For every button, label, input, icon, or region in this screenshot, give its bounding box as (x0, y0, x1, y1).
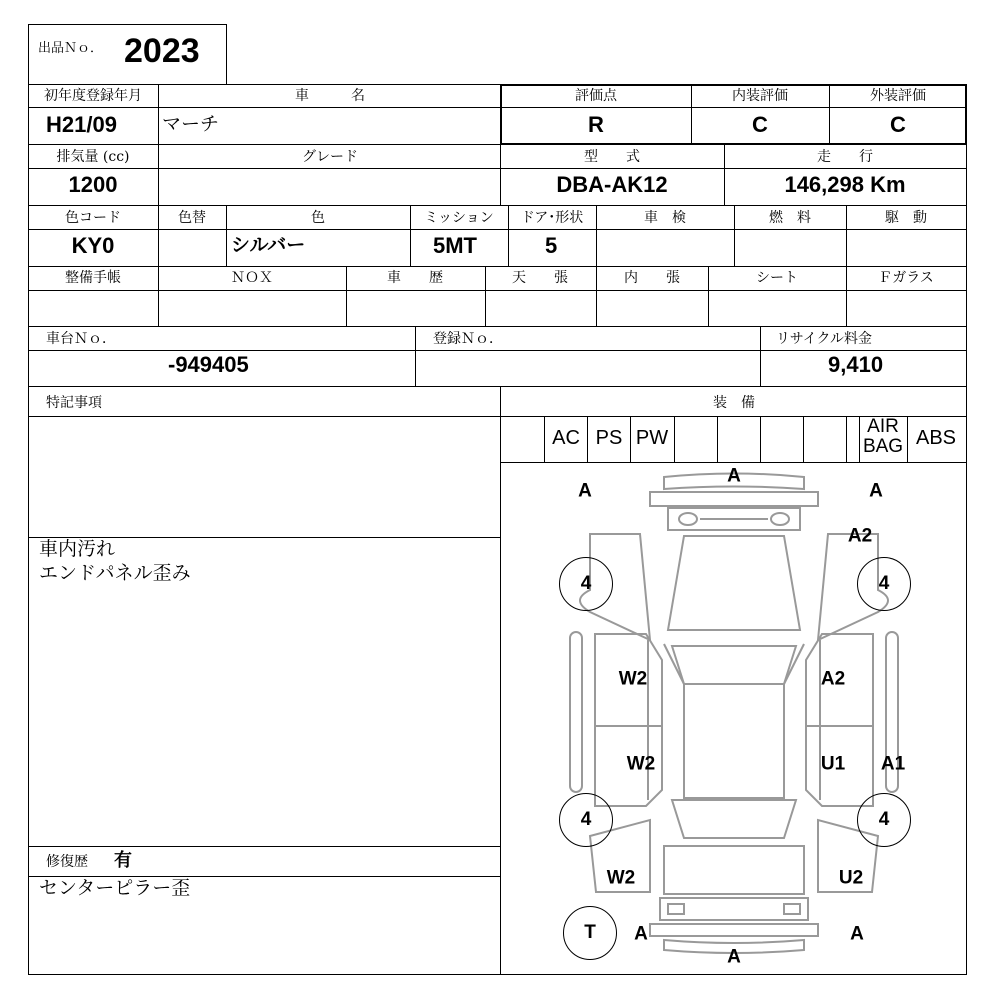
repair-value: 有 (114, 850, 132, 871)
color-label: 色 (311, 210, 325, 226)
chassis-value: -949405 (168, 352, 249, 377)
interior-trim-label: 内 張 (624, 270, 680, 286)
displacement-value: 1200 (68, 172, 118, 197)
rear-right-corner-mark: A (850, 923, 864, 945)
mission-label: ミッション (424, 210, 494, 226)
inspection-label: 車 検 (644, 210, 686, 226)
lot-label: 出品Ｎｏ． (38, 41, 104, 56)
score-label: 評価点 (575, 88, 617, 104)
lot-number: 2023 (124, 32, 200, 70)
color-code-label: 色コード (65, 210, 121, 226)
first-reg-label: 初年度登録年月 (44, 88, 142, 104)
glass-label: Ｆガラス (878, 270, 934, 286)
maintenance-label: 整備手帳 (65, 270, 121, 286)
right-rear-door-mark: U1 (820, 753, 846, 775)
color-value: シルバー (231, 234, 306, 256)
notes-label: 特記事項 (46, 395, 102, 411)
front-bumper-mark: A (727, 465, 741, 487)
grade-label: グレード (302, 149, 358, 165)
interior-value: C (752, 112, 768, 137)
headliner-label: 天 張 (512, 270, 568, 286)
right-sill-mark: A1 (880, 753, 906, 775)
rear-bumper-mark: A (727, 946, 741, 968)
car-damage-diagram (501, 463, 966, 974)
notes-line-2: エンドパネル歪み (39, 562, 191, 584)
left-rear-tire-mark: 4 (559, 793, 613, 847)
rear-left-corner-mark: A (634, 923, 648, 945)
model-value: DBA-AK12 (556, 172, 668, 197)
recycle-label: リサイクル料金 (776, 331, 873, 347)
first-reg-value: H21/09 (46, 112, 117, 137)
left-front-tire-mark: 4 (559, 557, 613, 611)
exterior-value: C (890, 112, 906, 137)
right-front-tire-mark: 4 (857, 557, 911, 611)
equip-ps: PS (595, 427, 623, 449)
equip-abs: ABS (915, 427, 957, 449)
color-code-value: KY0 (71, 233, 115, 258)
left-quarter-mark: W2 (606, 867, 636, 889)
front-left-corner-mark: A (578, 480, 592, 502)
fuel-label: 燃 料 (769, 210, 811, 226)
right-fender-mark: A2 (847, 525, 873, 547)
right-quarter-mark: U2 (838, 867, 864, 889)
model-label: 型 式 (584, 149, 640, 165)
notes-line-1: 車内汚れ (39, 538, 116, 560)
seat-label: シート (756, 270, 798, 286)
mileage-label: 走 行 (817, 149, 873, 165)
mission-value: 5MT (433, 233, 477, 258)
recycle-value: 9,410 (828, 352, 884, 377)
right-front-door-mark: A2 (820, 668, 846, 690)
equip-ac: AC (552, 427, 580, 449)
left-rear-door-mark: W2 (626, 753, 656, 775)
color-change-label: 色替 (178, 210, 206, 226)
car-name-value: マーチ (162, 113, 220, 135)
history-label: 車 歴 (387, 270, 443, 286)
left-front-door-mark: W2 (618, 668, 648, 690)
door-label: ドア･形状 (520, 210, 584, 226)
interior-label: 内装評価 (732, 88, 788, 104)
spare-tire-mark: T (563, 906, 617, 960)
drive-label: 駆 動 (885, 210, 927, 226)
front-right-corner-mark: A (869, 480, 883, 502)
score-value: R (588, 112, 604, 137)
repair-label: 修復歴 (46, 854, 88, 870)
equip-pw: PW (635, 427, 669, 449)
equipment-label: 装 備 (713, 395, 755, 411)
car-name-label: 車 名 (295, 88, 365, 104)
right-rear-tire-mark: 4 (857, 793, 911, 847)
equip-airbag: AIR BAG (862, 416, 904, 457)
exterior-label: 外装評価 (870, 88, 926, 104)
reg-label: 登録Ｎｏ． (433, 331, 503, 347)
displacement-label: 排気量 (cc) (56, 149, 130, 165)
chassis-label: 車台Ｎｏ． (46, 331, 116, 347)
mileage-value: 146,298 Km (784, 172, 906, 197)
nox-label: ＮＯＸ (231, 270, 273, 286)
repair-note: センターピラー歪 (39, 877, 191, 899)
door-value: 5 (545, 233, 558, 258)
